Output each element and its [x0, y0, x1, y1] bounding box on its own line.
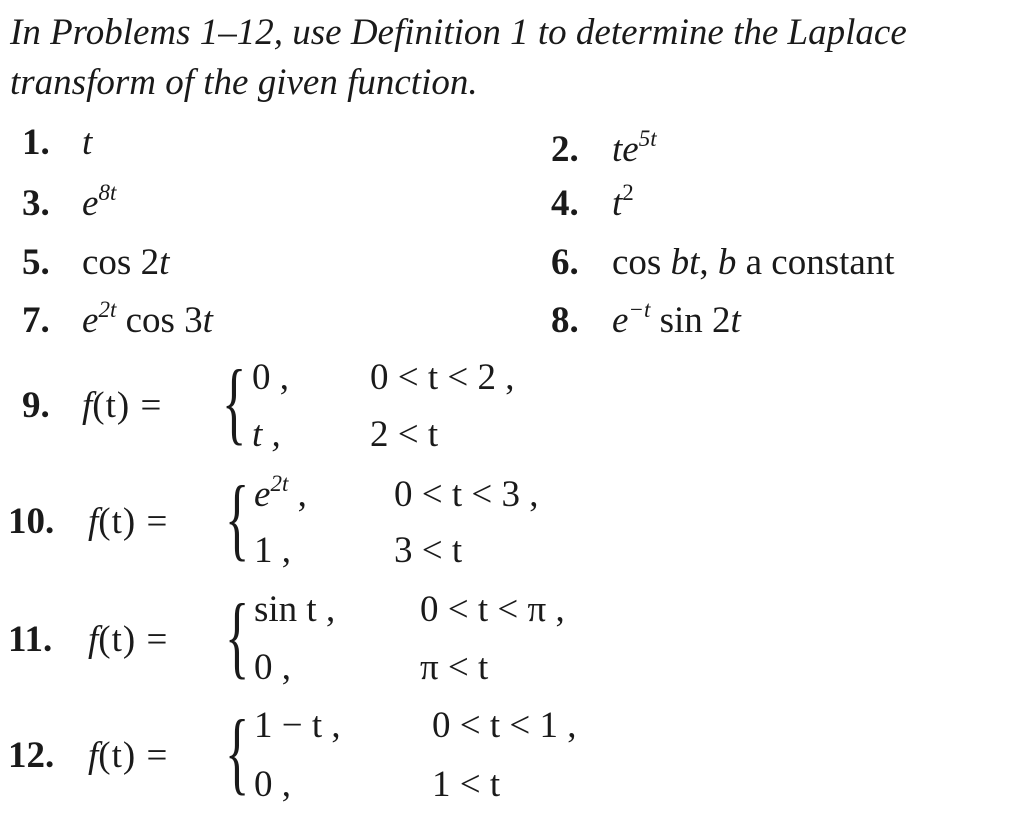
problem-9-lhs: f(t) = [82, 385, 163, 426]
problem-8-expression: $e^{-t}$ sin 2t [612, 297, 741, 341]
problem-1-expression: t [82, 122, 93, 163]
problem-11-case-1: sin t , [254, 589, 336, 630]
problem-9-range-1: 0 < t < 2 , [370, 357, 515, 398]
problem-9-case-2: t , [252, 414, 281, 455]
problem-7-expression: $e^{2t}$ cos 3t [82, 297, 213, 341]
instructions: In Problems 1–12, use Definition 1 to determine the Laplace transform of the given function. [10, 12, 907, 103]
problem-10-case-2: 1 , [254, 530, 291, 571]
problem-9-range-2: 2 < t [370, 414, 439, 455]
problem-11-number: 11. [8, 619, 53, 660]
problem-9-number: 9. [22, 385, 50, 426]
problem-3-expression: $e^{8t}$ [82, 180, 117, 224]
problem-10-lhs: f(t) = [88, 501, 169, 542]
problem-11-range-1: 0 < t < π , [420, 589, 565, 630]
problem-12-lhs: f(t) = [88, 735, 169, 776]
problem-11-case-2: 0 , [254, 647, 291, 688]
problem-12-case-1: 1 − t , [254, 705, 341, 746]
problem-10-brace: { [225, 467, 250, 569]
problem-11-brace: { [225, 585, 250, 687]
problem-9-case-1: 0 , [252, 357, 289, 398]
problem-6-expression: cos bt, b a constant [612, 242, 895, 283]
problem-1-number: 1. [22, 122, 50, 163]
problem-10-range-1: 0 < t < 3 , [394, 474, 539, 515]
problem-11-lhs: f(t) = [88, 619, 169, 660]
problem-2-number: 2. [551, 129, 579, 170]
problem-10-number: 10. [8, 501, 55, 542]
problem-8-number: 8. [551, 300, 579, 341]
problem-4-number: 4. [551, 183, 579, 224]
problem-2-expression: $te^{5t}$ [612, 126, 657, 170]
problem-11-range-2: π < t [420, 647, 489, 688]
problem-10-range-2: 3 < t [394, 530, 463, 571]
problem-4-expression: $t^2$ [612, 180, 634, 224]
problem-12-case-2: 0 , [254, 764, 291, 805]
problem-7-number: 7. [22, 300, 50, 341]
problem-12-number: 12. [8, 735, 55, 776]
problem-5-number: 5. [22, 242, 50, 283]
problem-3-number: 3. [22, 183, 50, 224]
problem-12-range-1: 0 < t < 1 , [432, 705, 577, 746]
problem-5-expression: cos 2t [82, 242, 170, 283]
problem-10-case-1: $e^{2t}$ , [254, 471, 307, 515]
problem-6-number: 6. [551, 242, 579, 283]
problem-12-brace: { [225, 701, 250, 803]
problem-12-range-2: 1 < t [432, 764, 501, 805]
problem-9-brace: { [222, 351, 247, 453]
